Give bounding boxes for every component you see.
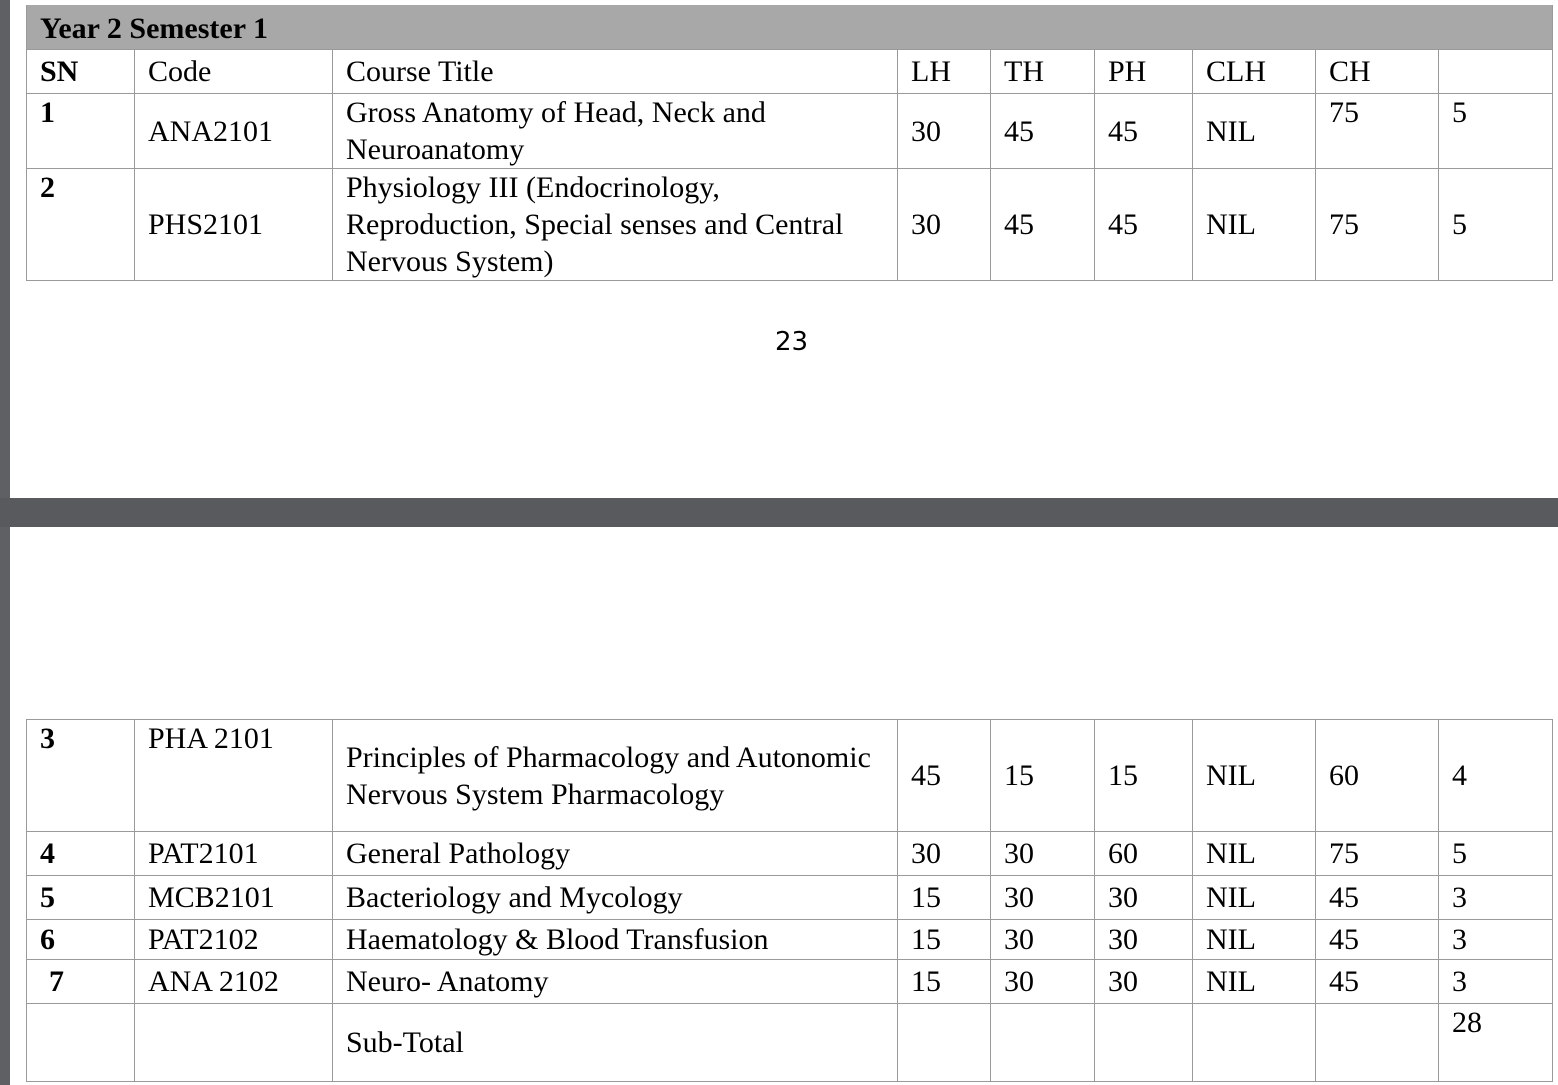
subtotal-th-cell (991, 1004, 1095, 1082)
row-lh: 45 (898, 720, 991, 832)
row-code: PHS2101 (135, 169, 333, 281)
row-course-title: Neuro- Anatomy (333, 960, 898, 1004)
row-code: PAT2101 (135, 832, 333, 876)
page-gap (0, 498, 1558, 527)
table-row (27, 94, 1553, 169)
row-th: 45 (991, 94, 1095, 169)
row-course-title: Gross Anatomy of Head, Neck and Neuroanatomy (333, 94, 898, 169)
row-code: PHA 2101 (135, 720, 333, 832)
header-clh: CLH (1193, 50, 1316, 94)
table-header-row (27, 50, 1553, 94)
row-credit-units: 5 (1439, 169, 1553, 281)
row-lh: 30 (898, 169, 991, 281)
header-ch: CH (1316, 50, 1439, 94)
row-th: 30 (991, 876, 1095, 920)
row-clh: NIL (1193, 94, 1316, 169)
row-code: ANA2101 (135, 94, 333, 169)
row-clh: NIL (1193, 920, 1316, 960)
subtotal-row (27, 1004, 1553, 1082)
document-page-23 (10, 0, 1558, 498)
row-th: 15 (991, 720, 1095, 832)
header-code: Code (135, 50, 333, 94)
subtotal-ch-cell (1316, 1004, 1439, 1082)
row-th: 30 (991, 960, 1095, 1004)
subtotal-label: Sub-Total (333, 1004, 898, 1082)
table-row (27, 169, 1553, 281)
row-code: MCB2101 (135, 876, 333, 920)
row-ph: 30 (1095, 876, 1193, 920)
row-sn: 2 (27, 169, 135, 281)
table-row (27, 960, 1553, 1004)
header-course-title: Course Title (333, 50, 898, 94)
row-ph: 45 (1095, 169, 1193, 281)
table-row (27, 920, 1553, 960)
row-code: ANA 2102 (135, 960, 333, 1004)
row-clh: NIL (1193, 720, 1316, 832)
row-th: 45 (991, 169, 1095, 281)
row-ch: 45 (1316, 920, 1439, 960)
row-lh: 30 (898, 832, 991, 876)
table-row (27, 720, 1553, 832)
row-ph: 30 (1095, 960, 1193, 1004)
row-lh: 15 (898, 920, 991, 960)
row-ch: 75 (1316, 169, 1439, 281)
course-table-bottom (26, 719, 1553, 1082)
row-lh: 30 (898, 94, 991, 169)
subtotal-lh-cell (898, 1004, 991, 1082)
row-sn: 5 (27, 876, 135, 920)
row-credit-units: 4 (1439, 720, 1553, 832)
course-table-top (26, 5, 1553, 281)
header-th: TH (991, 50, 1095, 94)
header-sn: SN (27, 50, 135, 94)
subtotal-sn-cell (27, 1004, 135, 1082)
row-credit-units: 5 (1439, 832, 1553, 876)
row-course-title: Principles of Pharmacology and Autonomic Nervous System Pharmacology (333, 720, 898, 832)
row-ch: 45 (1316, 960, 1439, 1004)
subtotal-code-cell (135, 1004, 333, 1082)
table-row (27, 876, 1553, 920)
row-clh: NIL (1193, 169, 1316, 281)
row-ph: 30 (1095, 920, 1193, 960)
row-credit-units: 5 (1439, 94, 1553, 169)
row-credit-units: 3 (1439, 960, 1553, 1004)
page-number: 23 (775, 327, 809, 357)
header-credit-units (1439, 50, 1553, 94)
table-row (27, 832, 1553, 876)
row-lh: 15 (898, 876, 991, 920)
row-clh: NIL (1193, 960, 1316, 1004)
row-credit-units: 3 (1439, 876, 1553, 920)
row-ph: 45 (1095, 94, 1193, 169)
row-ch: 75 (1316, 94, 1439, 169)
row-ph: 60 (1095, 832, 1193, 876)
row-clh: NIL (1193, 832, 1316, 876)
header-ph: PH (1095, 50, 1193, 94)
subtotal-ph-cell (1095, 1004, 1193, 1082)
row-course-title: Bacteriology and Mycology (333, 876, 898, 920)
row-sn: 1 (27, 94, 135, 169)
row-course-title: Haematology & Blood Transfusion (333, 920, 898, 960)
row-ch: 45 (1316, 876, 1439, 920)
row-sn: 3 (27, 720, 135, 832)
header-lh: LH (898, 50, 991, 94)
section-title: Year 2 Semester 1 (27, 5, 1553, 50)
row-ch: 75 (1316, 832, 1439, 876)
row-ph: 15 (1095, 720, 1193, 832)
row-credit-units: 3 (1439, 920, 1553, 960)
row-code: PAT2102 (135, 920, 333, 960)
row-sn: 4 (27, 832, 135, 876)
row-sn: 6 (27, 920, 135, 960)
document-page-24 (10, 527, 1558, 1085)
row-course-title: General Pathology (333, 832, 898, 876)
row-ch: 60 (1316, 720, 1439, 832)
row-th: 30 (991, 920, 1095, 960)
row-th: 30 (991, 832, 1095, 876)
row-clh: NIL (1193, 876, 1316, 920)
subtotal-credit-units: 28 (1439, 1004, 1553, 1082)
row-sn: 7 (27, 960, 135, 1004)
subtotal-clh-cell (1193, 1004, 1316, 1082)
row-course-title: Physiology III (Endocrinology, Reproduction, Special senses and Central Nervous System) (333, 169, 898, 281)
row-lh: 15 (898, 960, 991, 1004)
section-header-row (27, 5, 1553, 50)
